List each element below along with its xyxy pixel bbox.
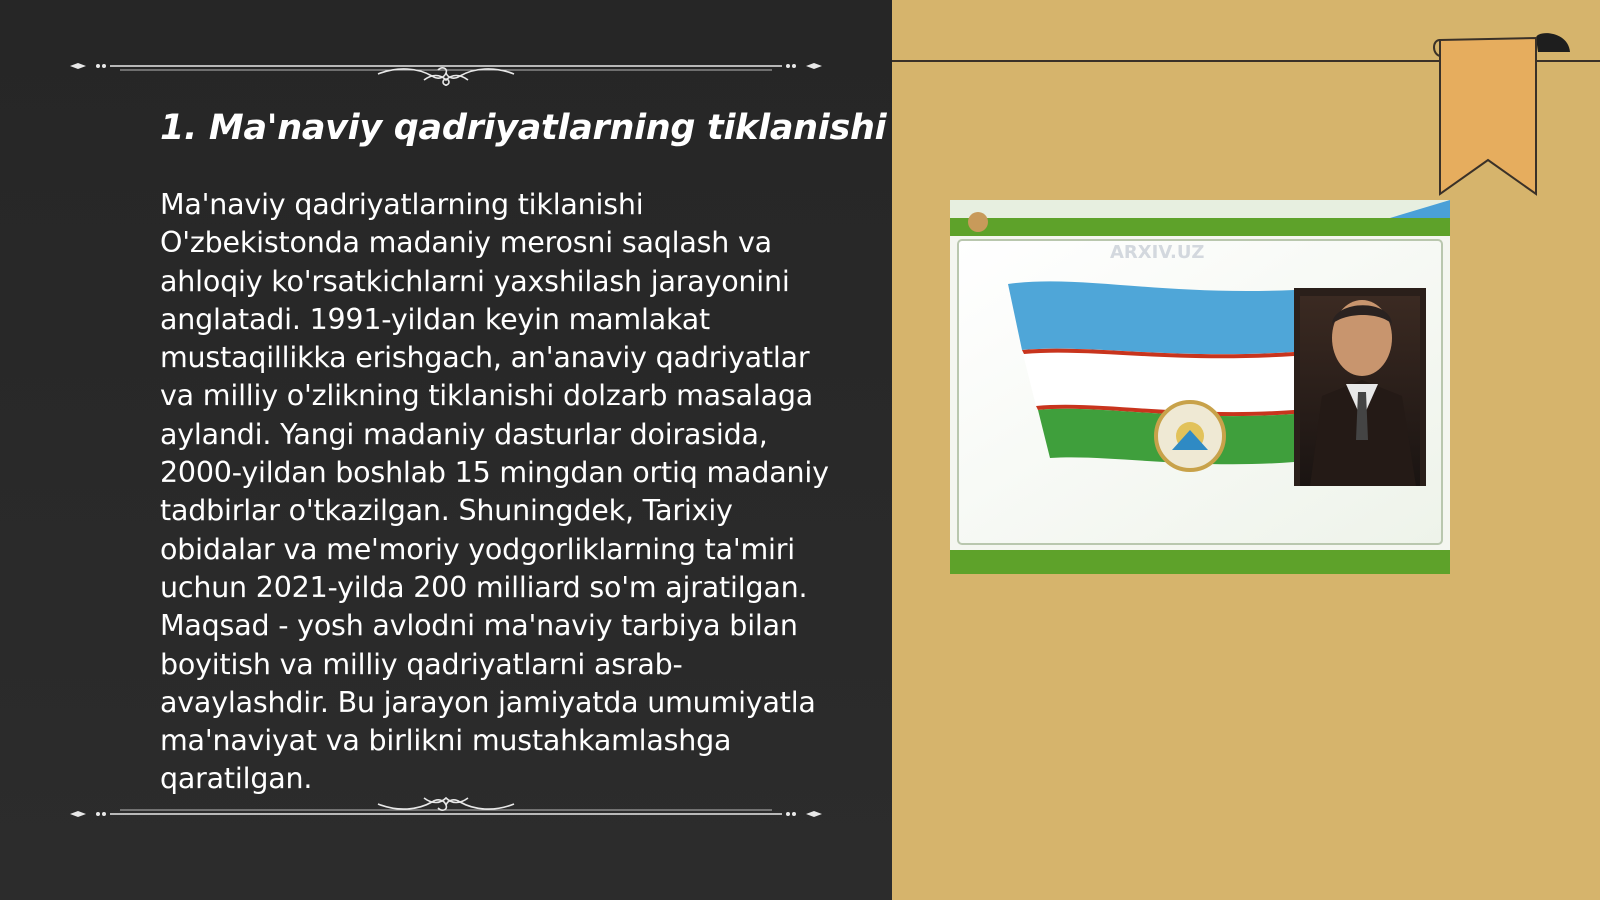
bookmark-ribbon-icon <box>1432 30 1572 200</box>
slide-title: 1. Ma'naviy qadriyatlarning tiklanishi <box>160 108 887 148</box>
flag-portrait-photo <box>950 200 1450 574</box>
watermark-text: ARXIV.UZ <box>1110 242 1205 263</box>
slide-body-text: Ma'naviy qadriyatlarning tiklanishi O'zbekistonda madaniy merosni saqlash va ahloqiy ko'rsatkichlarni yaxshilash jarayonini anglatadi. 1991-yildan keyin mamlakat mustaqillikka erishgach, an'anaviy qadriyatlar va milliy o'zlikning tiklanishi dolzarb masalaga aylandi. Yangi madaniy dasturlar doirasida, 2000-yildan boshlab 15 mingdan ortiq madaniy tadbirlar o'tkazilgan. Shuningdek, Tarixiy obidalar va me'moriy yodgorliklarning ta'miri uchun 2021-yilda 200 milliard so'm ajratilgan. Maqsad - yosh avlodni ma'naviy tarbiya bilan boyitish va milliy qadriyatlarni asrab-avaylashdir. Bu jarayon jamiyatda umumiyatla ma'naviyat va birlikni mustahkamlashga qaratilgan. <box>160 188 829 796</box>
top-ornament <box>68 46 824 86</box>
